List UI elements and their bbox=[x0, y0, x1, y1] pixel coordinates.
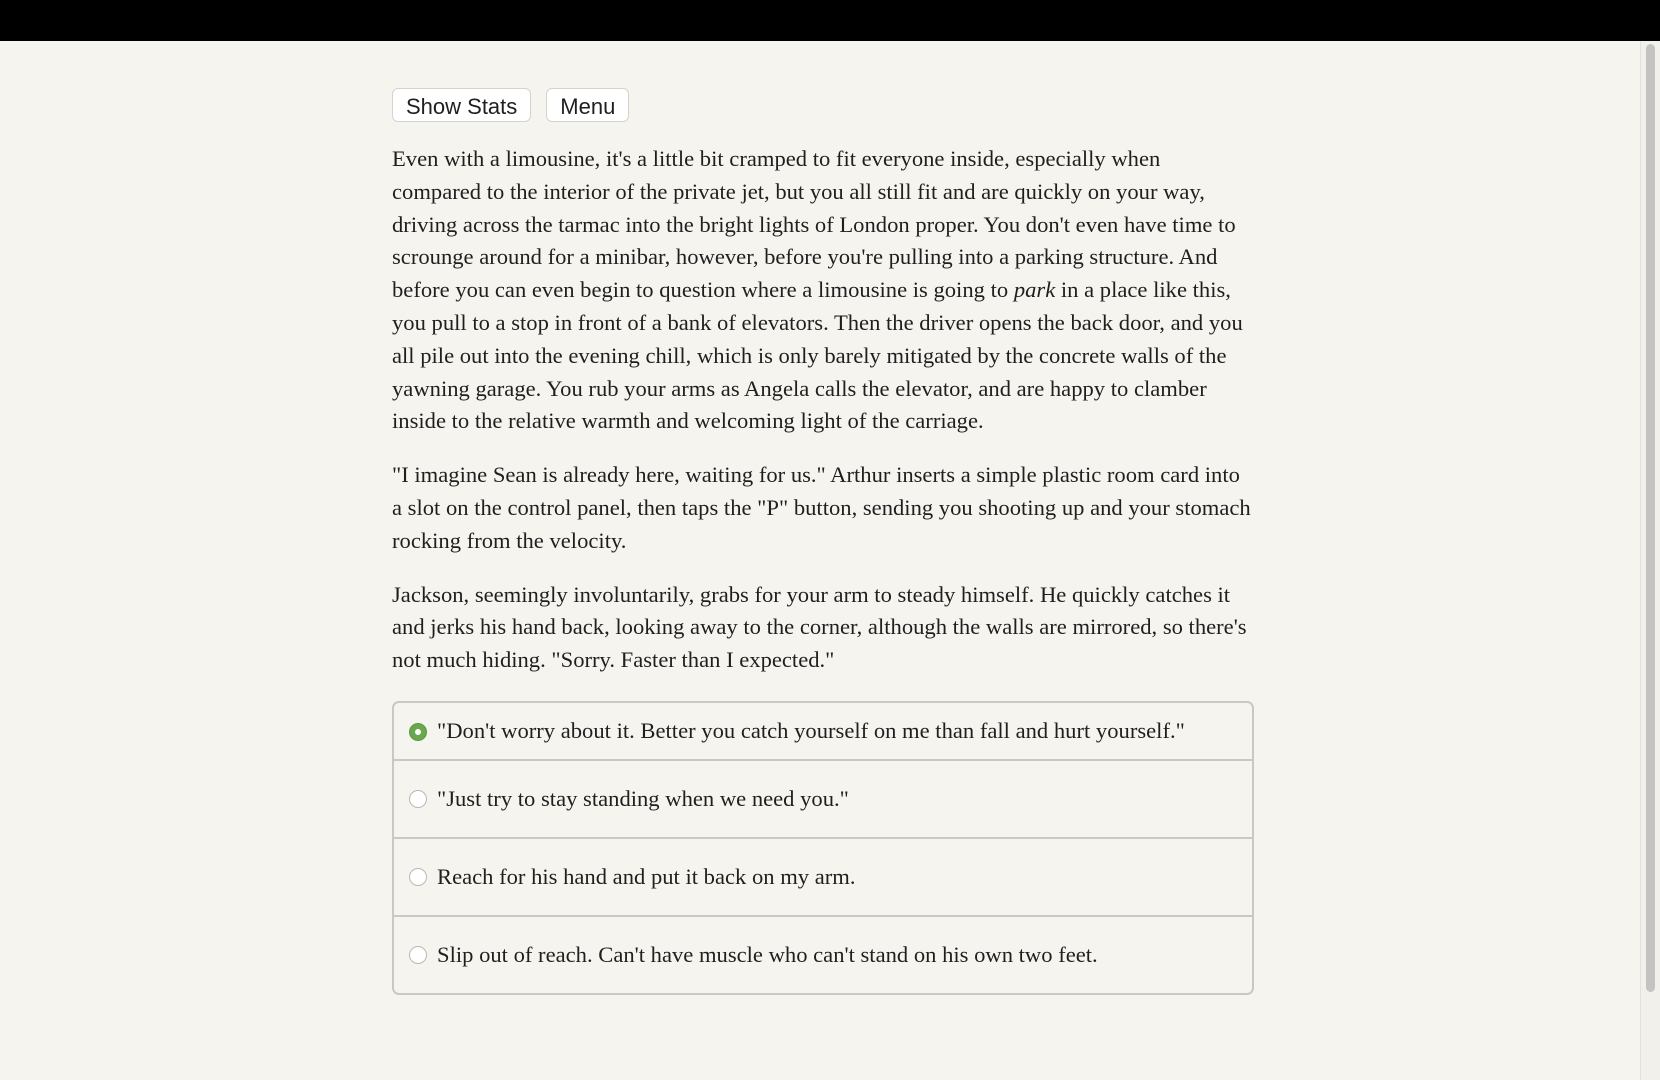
emphasized-word: park bbox=[1013, 277, 1056, 303]
choice-label: Slip out of reach. Can't have muscle who can't stand on his own two feet. bbox=[437, 941, 1098, 967]
choice-option[interactable] bbox=[394, 839, 1252, 917]
choice-option[interactable] bbox=[394, 703, 1252, 761]
menu-button[interactable]: Menu bbox=[546, 88, 629, 122]
scrollbar[interactable] bbox=[1640, 41, 1660, 1080]
top-bar bbox=[0, 0, 1660, 41]
choice-label: Reach for his hand and put it back on my arm. bbox=[437, 863, 856, 889]
story-text-segment: in a place like this, you pull to a stop in front of a bank of elevators. Then the driver opens the back door, and you all pile out into the evening chill, which is only barely mitigated by the concrete walls of the yawning garage. You rub your arms as Angela calls the elevator, and are happy to clamber inside to the relative warmth and welcoming light of the carriage. bbox=[392, 277, 1243, 434]
button-row bbox=[392, 88, 1252, 122]
choice-list bbox=[392, 701, 1254, 995]
story-text-segment: Even with a limousine, it's a little bit cramped to fit everyone inside, especially when compared to the interior of the private jet, but you all still fit and are quickly on your way, driving across the tarmac into the bright lights of London proper. You don't even have time to scrounge around for a minibar, however, before you're pulling into a parking structure. And before you can even begin to question where a limousine is going to bbox=[392, 146, 1236, 303]
story-paragraph bbox=[392, 143, 1252, 438]
story-text bbox=[392, 143, 1252, 677]
choice-option[interactable] bbox=[394, 761, 1252, 839]
show-stats-button[interactable]: Show Stats bbox=[392, 88, 531, 122]
main-content bbox=[392, 88, 1252, 995]
radio-icon[interactable] bbox=[409, 946, 427, 964]
choice-label: "Don't worry about it. Better you catch yourself on me than fall and hurt yourself." bbox=[437, 717, 1185, 743]
radio-icon[interactable] bbox=[409, 868, 427, 886]
scrollbar-thumb[interactable] bbox=[1646, 44, 1655, 992]
story-paragraph: Jackson, seemingly involuntarily, grabs for your arm to steady himself. He quickly catches it and jerks his hand back, looking away to the corner, although the walls are mirrored, so there's not much hiding. "Sorry. Faster than I expected." bbox=[392, 581, 1247, 673]
story-paragraph: "I imagine Sean is already here, waiting for us." Arthur inserts a simple plastic room card into a slot on the control panel, then taps the "P" button, sending you shooting up and your stomach rocking from the velocity. bbox=[392, 462, 1251, 553]
choice-label: "Just try to stay standing when we need you." bbox=[437, 785, 849, 811]
choice-option[interactable] bbox=[394, 917, 1252, 993]
radio-icon[interactable] bbox=[409, 790, 427, 808]
radio-selected-icon[interactable] bbox=[409, 723, 427, 741]
